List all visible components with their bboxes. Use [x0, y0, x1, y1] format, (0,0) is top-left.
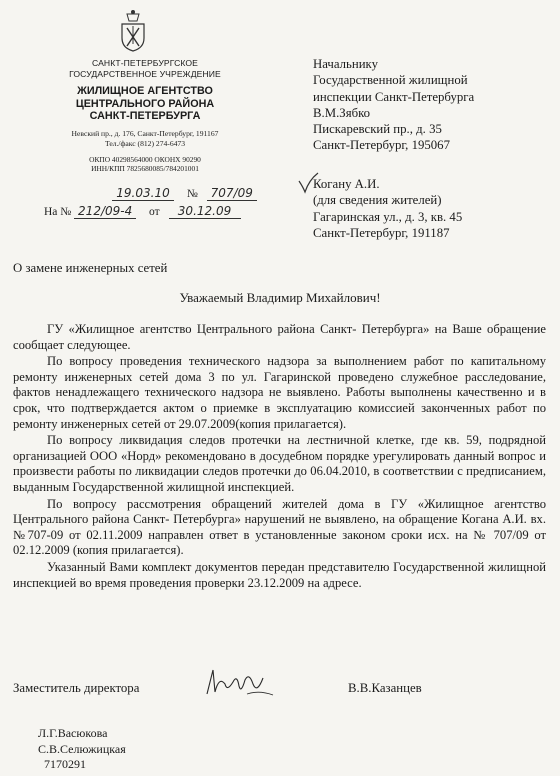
- addressee-line: Начальнику: [313, 57, 378, 71]
- addressee-line: Санкт-Петербург, 195067: [313, 138, 450, 153]
- sender-line: САНКТ-ПЕТЕРБУРГСКОЕ: [91, 58, 199, 68]
- inn-kpp-codes: ИНН/КПП 7825680085/784201001: [91, 164, 199, 173]
- body-paragraph: По вопросу проведения технического надзора за выполнением работ по капитальному ремонту инженерных сетей дома 3 по ул. Гагаринской проведено служебное расследование, фактов ненадлежащего технического надзора не выявлено. Работы выполнены качественно и в срок, что подтверждается актом о приемке в эксплуатацию комиссией законченных работ по ремонту инженерных сетей от 29.07.2009(копия прилагается).: [13, 354, 546, 431]
- performers-block: [38, 726, 126, 773]
- sender-phone: Тел./факс (812) 274-6473: [104, 138, 186, 148]
- addressee-line: инспекции Санкт-Петербурга: [313, 89, 475, 104]
- signer-title: Заместитель директора: [13, 681, 140, 695]
- body-paragraph: ГУ «Жилищное агентство Центрального района Санкт- Петербурга» на Ваше обращение сообщает следующее.: [13, 322, 546, 352]
- sender-line: ГОСУДАРСТВЕННОЕ УЧРЕЖДЕНИЕ: [69, 68, 221, 79]
- addressee-line: Санкт-Петербург, 191187: [313, 225, 450, 240]
- letter-greeting: Уважаемый Владимир Михайлович!: [179, 290, 381, 305]
- body-paragraph: По вопросу ликвидация следов протечки на лестничной клетке, где кв. 59, подрядной организацией ООО «Норд» рекомендовано в досудебном порядке урегулировать данный вопрос и произвести работы по ликвидации следов протечки до 06.04.2010, в соответствии с предписанием, выданным Государственной жилищной инспекцией.: [13, 433, 546, 494]
- addressee-line: (для сведения жителей): [313, 193, 442, 208]
- performer-name: Л.Г.Васюкова: [38, 726, 108, 740]
- signer-name: В.В.Казанцев: [348, 681, 422, 695]
- ref-date: 30.12.09: [169, 204, 241, 219]
- agency-line: ЦЕНТРАЛЬНОГО РАЙОНА: [75, 97, 215, 110]
- addressee-resident: [313, 176, 462, 241]
- agency-line: САНКТ-ПЕТЕРБУРГА: [89, 110, 201, 122]
- sender-block: [40, 58, 250, 174]
- letter-body: [13, 322, 546, 592]
- sender-street: Невский пр., д. 176, Санкт-Петербург, 191167: [71, 128, 219, 138]
- registration-number: 707/09: [207, 186, 257, 201]
- sender-codes: [40, 155, 250, 174]
- ref-number: 212/09-4: [74, 204, 136, 219]
- addressee-line: Пискаревский пр., д. 35: [313, 122, 442, 137]
- sender-address: [40, 129, 250, 149]
- performer-name: С.В.Селюжицкая: [38, 741, 126, 756]
- reference-row: [44, 204, 241, 219]
- body-paragraph: Указанный Вами комплект документов передан представителю Государственной жилищной инспекцией во время проведения проверки 23.12.2009 на адресе.: [13, 559, 546, 590]
- addressee-inspection: [313, 56, 474, 154]
- ref-date-label: от: [149, 206, 160, 218]
- performer-phone: 7170291: [44, 757, 86, 771]
- body-paragraph: По вопросу рассмотрения обращений жителей дома в ГУ «Жилищное агентство Центрального района Санкт- Петербурга» нарушений не выявлено, на обращение Когана А.И. вх.№707-09 от 02.11.2009 направлен ответ в установленные законом сроки исх. на № 707/09 от 02.12.2009 (копия прилагается).: [13, 496, 546, 558]
- number-label: №: [186, 188, 198, 200]
- addressee-line: Когану А.И.: [313, 177, 380, 191]
- ref-label: На №: [44, 206, 72, 218]
- letter-subject: О замене инженерных сетей: [13, 261, 168, 275]
- agency-name: [40, 85, 250, 123]
- addressee-line: Государственной жилищной: [313, 73, 468, 88]
- addressee-line: Гагаринская ул., д. 3, кв. 45: [313, 209, 463, 224]
- registration-date: 19.03.10: [112, 186, 174, 201]
- coat-of-arms-icon: [118, 8, 148, 52]
- handwritten-signature: [203, 664, 275, 700]
- addressee-line: В.М.Зябко: [313, 105, 371, 120]
- agency-line: ЖИЛИЩНОЕ АГЕНТСТВО: [77, 85, 213, 97]
- registration-row: [112, 186, 257, 201]
- okpo-codes: ОКПО 40298564000 ОКОНХ 90290: [89, 154, 201, 164]
